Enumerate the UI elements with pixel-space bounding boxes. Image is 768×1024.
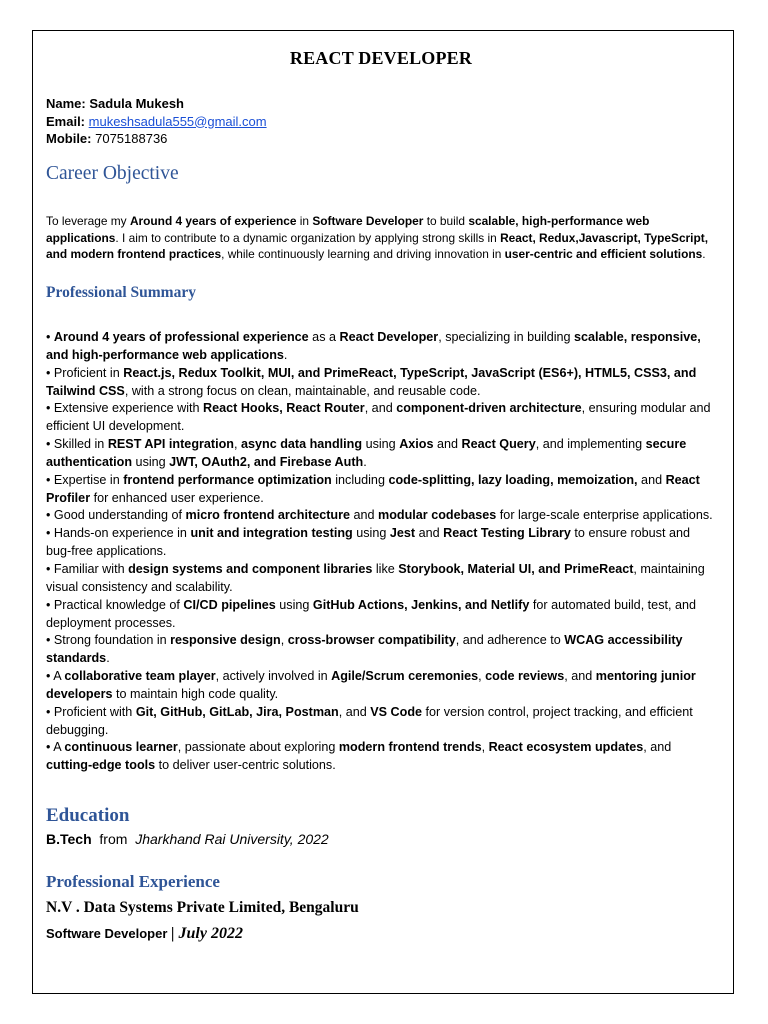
education-heading: Education	[46, 805, 130, 826]
summary-segment: React ecosystem updates	[488, 740, 644, 755]
summary-segment: .	[363, 454, 367, 469]
summary-segment: React Testing Library	[443, 526, 571, 541]
summary-item	[46, 436, 718, 472]
summary-segment: using	[362, 437, 400, 452]
summary-segment: WCAG accessibility standards	[46, 633, 683, 666]
mobile-label: Mobile:	[46, 131, 92, 146]
summary-segment: code reviews	[485, 669, 565, 684]
professional-summary-heading: Professional Summary	[46, 284, 196, 301]
summary-segment: cross-browser compatibility	[287, 633, 456, 648]
summary-segment: , actively involved in	[215, 669, 332, 684]
document-title: REACT DEVELOPER	[289, 48, 473, 68]
summary-segment: cutting-edge tools	[46, 758, 156, 773]
summary-segment: async data handling	[241, 437, 363, 452]
name-value: Sadula Mukesh	[85, 96, 184, 111]
summary-segment: REST API integration	[107, 437, 234, 452]
summary-segment: for large-scale enterprise applications.	[496, 508, 713, 523]
summary-segment: • Good understanding of	[46, 508, 186, 523]
career-objective-text	[46, 213, 714, 263]
summary-segment: and	[415, 526, 444, 541]
summary-segment: , with a strong focus on clean, maintainable, and reusable code.	[124, 383, 481, 398]
summary-item	[46, 525, 718, 561]
role-title: Software Developer	[46, 926, 171, 941]
summary-item	[46, 472, 718, 508]
objective-segment: To leverage my	[46, 213, 130, 228]
contact-name-row	[46, 95, 267, 113]
summary-segment: • A	[46, 740, 65, 755]
role-separator: |	[171, 925, 179, 942]
email-link[interactable]: mukeshsadula555@gmail.com	[88, 113, 267, 129]
summary-segment: , and	[643, 740, 672, 755]
summary-segment: scalable, responsive, and high-performance web applications	[46, 330, 701, 362]
career-objective-heading: Career Objective	[46, 163, 179, 184]
summary-segment: modular codebases	[378, 508, 497, 523]
contact-mobile-row	[46, 130, 267, 148]
summary-segment: responsive design	[170, 633, 281, 648]
summary-segment: React Query	[461, 437, 536, 452]
summary-segment: • Extensive experience with	[46, 401, 204, 416]
summary-segment: Around 4 years of professional experience	[53, 330, 309, 344]
objective-segment: , while continuously learning and driving innovation in	[221, 247, 505, 262]
role-line	[46, 925, 243, 943]
summary-segment: ,	[234, 437, 241, 452]
summary-segment: like	[372, 561, 399, 576]
summary-segment: , and implementing	[535, 437, 646, 452]
summary-segment: React Profiler	[46, 472, 700, 505]
summary-item	[46, 329, 718, 365]
summary-segment: continuous learner	[64, 740, 178, 755]
summary-segment: including	[331, 472, 389, 487]
summary-segment: , and adherence to	[455, 633, 565, 648]
education-from: from	[91, 831, 136, 847]
summary-segment: , ensuring modular and efficient UI development.	[46, 401, 711, 434]
summary-item	[46, 400, 718, 436]
summary-segment: .	[106, 651, 110, 666]
summary-segment: •	[46, 330, 54, 344]
summary-segment: using	[275, 597, 313, 612]
summary-segment: , passionate about exploring	[177, 740, 339, 755]
summary-segment: React Developer	[339, 330, 439, 344]
summary-segment: CI/CD pipelines	[183, 597, 276, 612]
summary-item	[46, 507, 718, 525]
objective-segment: Around 4 years of experience	[129, 213, 297, 228]
summary-segment: React Hooks, React Router	[203, 401, 365, 416]
summary-item	[46, 739, 718, 775]
role-date: July 2022	[178, 925, 243, 942]
summary-item	[46, 668, 718, 704]
summary-segment: mentoring junior developers	[46, 669, 696, 701]
summary-segment: , and	[338, 704, 371, 719]
summary-segment: • Proficient in	[46, 365, 124, 380]
summary-segment: secure authentication	[46, 437, 687, 469]
summary-segment: JWT, OAuth2, and Firebase Auth	[169, 454, 364, 469]
summary-segment: unit and integration testing	[190, 526, 353, 541]
summary-segment: , and	[564, 669, 596, 684]
summary-segment: as a	[308, 330, 340, 344]
summary-segment: to ensure robust and bug-free applications.	[46, 526, 690, 559]
summary-segment: • Practical knowledge of	[46, 597, 184, 612]
summary-item	[46, 365, 718, 401]
name-label: Name:	[46, 96, 86, 111]
objective-segment: .	[702, 247, 706, 262]
summary-segment: React.js, Redux Toolkit, MUI, and PrimeReact, TypeScript, JavaScript (ES6+), HTML5, CSS3, and Tailwind CSS	[46, 365, 697, 398]
summary-segment: GitHub Actions, Jenkins, and Netlify	[312, 597, 530, 612]
summary-segment: ,	[478, 669, 486, 684]
summary-segment: for automated build, test, and deployment processes.	[46, 597, 696, 630]
summary-segment: collaborative team player	[64, 669, 216, 684]
summary-segment: and	[350, 508, 379, 523]
summary-segment: .	[283, 347, 288, 362]
summary-segment: • Proficient with	[46, 704, 136, 719]
objective-segment: to build	[423, 213, 469, 228]
summary-segment: • Expertise in	[46, 472, 124, 487]
summary-segment: ,	[481, 740, 489, 755]
summary-segment: Axios	[399, 437, 434, 452]
summary-segment: for enhanced user experience.	[90, 490, 264, 505]
summary-segment: , and	[364, 401, 397, 416]
objective-segment: scalable, high-performance web applications	[46, 213, 650, 245]
university: Jharkhand Rai University, 2022	[135, 831, 329, 847]
summary-list	[46, 329, 718, 775]
company-name: N.V . Data Systems Private Limited, Bengaluru	[46, 899, 359, 916]
summary-segment: using	[352, 526, 390, 541]
summary-segment: • Familiar with	[46, 561, 129, 576]
summary-segment: component-driven architecture	[396, 401, 582, 416]
summary-segment: using	[132, 454, 170, 469]
summary-segment: • Strong foundation in	[46, 633, 171, 648]
education-entry	[46, 831, 329, 847]
summary-segment: design systems and component libraries	[128, 561, 373, 576]
summary-segment: • Hands-on experience in	[46, 526, 191, 541]
summary-segment: modern frontend trends	[338, 740, 482, 755]
email-label: Email:	[46, 113, 86, 129]
summary-segment: frontend performance optimization	[123, 472, 332, 487]
summary-segment: Storybook, Material UI, and PrimeReact	[398, 561, 634, 576]
summary-segment: ,	[280, 633, 288, 648]
degree: B.Tech	[46, 831, 92, 847]
mobile-value: 7075188736	[91, 131, 168, 146]
objective-segment: . I aim to contribute to a dynamic organization by applying strong skills in	[115, 230, 501, 245]
summary-segment: , maintaining visual consistency and scalability.	[46, 561, 705, 594]
summary-segment: to maintain high code quality.	[112, 686, 279, 701]
summary-segment: and	[433, 437, 462, 452]
summary-segment: Agile/Scrum ceremonies	[331, 669, 479, 684]
objective-segment: user-centric and efficient solutions	[504, 247, 703, 262]
objective-segment: in	[296, 213, 313, 228]
summary-segment: for version control, project tracking, and efficient debugging.	[46, 704, 693, 737]
objective-segment: React, Redux,Javascript, TypeScript, and modern frontend practices	[46, 230, 709, 262]
summary-item	[46, 632, 718, 668]
summary-segment: Jest	[389, 526, 416, 541]
summary-segment: to deliver user-centric solutions.	[155, 758, 336, 773]
summary-segment: VS Code	[370, 704, 423, 719]
summary-item	[46, 597, 718, 633]
summary-item	[46, 561, 718, 597]
summary-segment: and	[637, 472, 666, 487]
objective-segment: Software Developer	[312, 213, 424, 228]
summary-segment: • Skilled in	[46, 437, 108, 452]
contact-email-row	[46, 113, 267, 131]
contact-block	[46, 95, 267, 148]
summary-segment: code-splitting, lazy loading, memoization,	[388, 472, 638, 487]
summary-segment: Git, GitHub, GitLab, Jira, Postman	[135, 704, 339, 719]
professional-experience-heading: Professional Experience	[46, 872, 220, 891]
summary-segment: micro frontend architecture	[185, 508, 350, 523]
summary-segment: , specializing in building	[438, 330, 575, 344]
summary-item	[46, 704, 718, 740]
summary-segment: • A	[46, 669, 65, 684]
